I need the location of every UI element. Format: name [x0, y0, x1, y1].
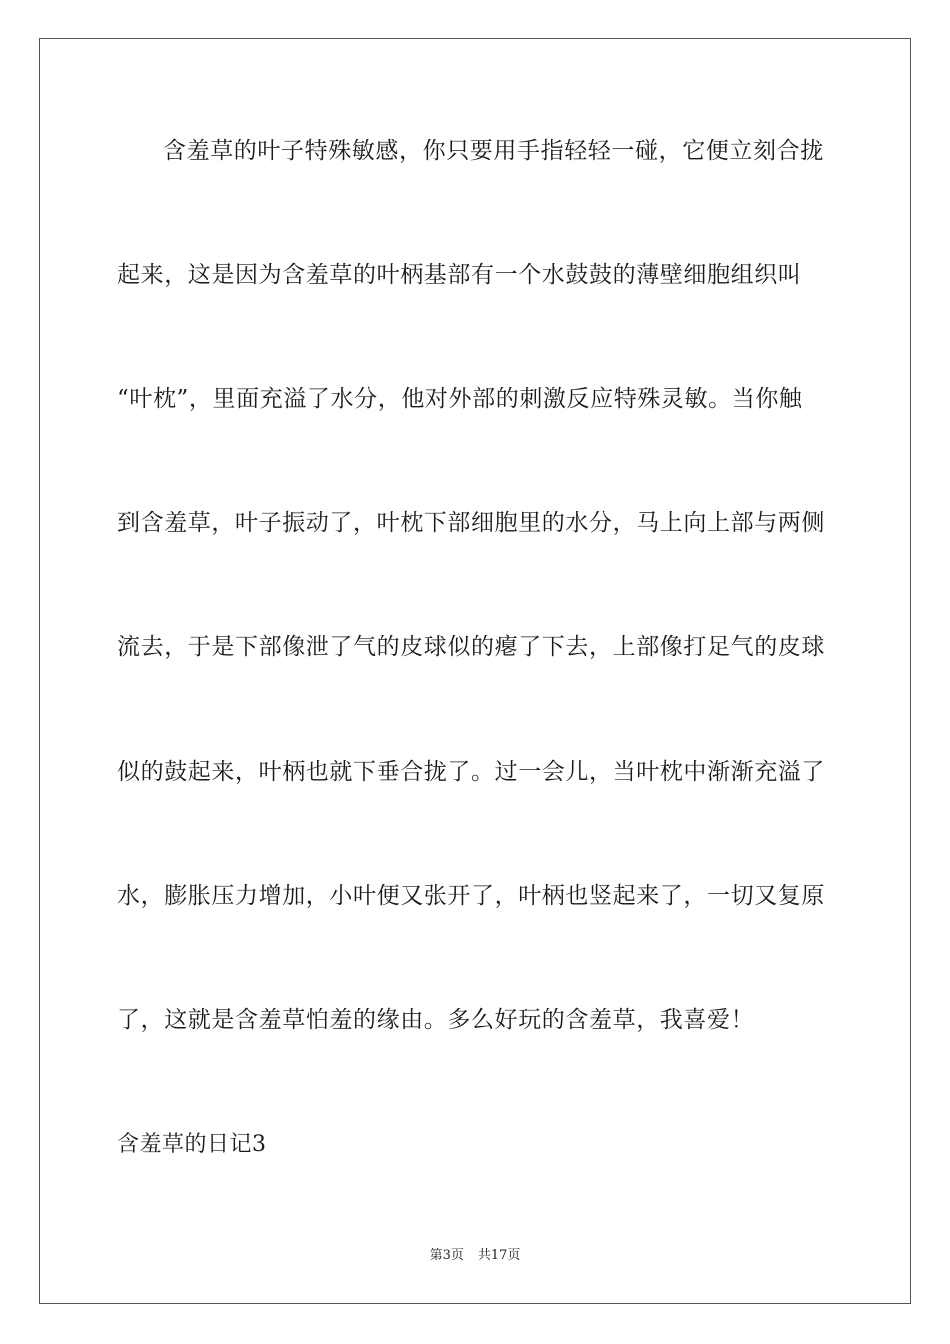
page-number: 第3页	[429, 1248, 464, 1263]
paragraph-line-2: 起来，这是因为含羞草的叶柄基部有一个水鼓鼓的薄壁细胞组织叫	[117, 262, 802, 288]
paragraph-line-5: 流去，于是下部像泄了气的皮球似的瘪了下去，上部像打足气的皮球	[117, 634, 825, 660]
paragraph-line-3: “叶枕”，里面充溢了水分，他对外部的刺激反应特殊灵敏。当你触	[117, 386, 803, 412]
paragraph-line-7: 水，膨胀压力增加，小叶便又张开了，叶柄也竖起来了，一切又复原	[117, 883, 825, 909]
section-heading: 含羞草的日记3	[117, 1132, 267, 1157]
paragraph-line-6: 似的鼓起来，叶柄也就下垂合拢了。过一会儿，当叶枕中渐渐充溢了	[117, 759, 825, 785]
paragraph-line-1: 含羞草的叶子特殊敏感，你只要用手指轻轻一碰，它便立刻合拢	[163, 138, 824, 164]
page-footer	[0, 1247, 950, 1265]
page-total: 共17页	[477, 1248, 521, 1263]
paragraph-line-8: 了，这就是含羞草怕羞的缘由。多么好玩的含羞草，我喜爱！	[117, 1007, 755, 1033]
paragraph-line-4: 到含羞草，叶子振动了，叶枕下部细胞里的水分，马上向上部与两侧	[117, 510, 825, 536]
page-border	[39, 38, 911, 1304]
